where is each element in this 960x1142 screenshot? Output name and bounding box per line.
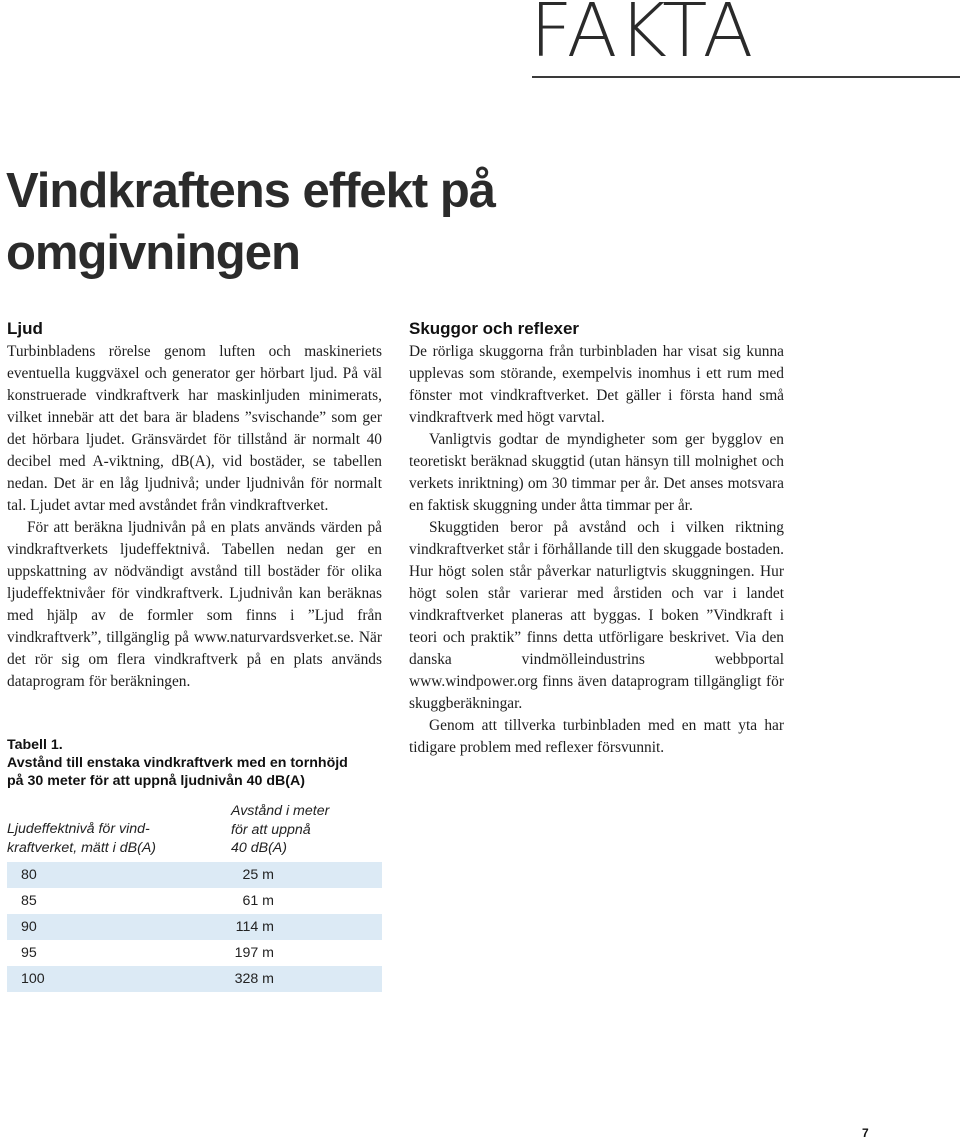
ljud-heading: Ljud: [7, 319, 43, 338]
section-label: FAKTA: [530, 0, 755, 74]
skuggor-paragraph-3: Skuggtiden beror på avstånd och i vilken riktning vindkraftverket står i förhållande till den skuggade bostaden. Hur högt solen står påverkar naturligtvis skuggningen. Hur högt solen står varierar med årstiden och var i landet vindkraftverket planeras att byggas. I boken ”Vindkraft i teori och praktik” finns detta utförligare beskrivet. Via den danska vindmölleindustrins webbportal www.windpower.org finns även dataprogram tillgängligt för skuggberäkningar.: [409, 519, 784, 712]
table-header-distance-line1: Avstånd i meter: [231, 803, 330, 819]
skuggor-paragraph-4: Genom att tillverka turbinbladen med en matt yta har tidigare problem med reflexer försvunnit.: [409, 717, 784, 756]
table-header-distance: [231, 802, 371, 858]
skuggor-paragraph-1: De rörliga skuggorna från turbinbladen har visat sig kunna upplevas som störande, exempelvis inomhus i ett rum med fönster mot vindkraftverket. Det gäller i första hand små vindkraftverk med högt varvtal.: [409, 343, 784, 426]
table-header-level-line1: Ljudeffektnivå för vind-: [7, 821, 150, 837]
table-row: [7, 888, 382, 914]
table-cell-level: 90: [21, 919, 37, 935]
header-rule: [532, 76, 960, 78]
page-title: [6, 160, 626, 284]
table-cell-distance: 25 m: [242, 867, 274, 883]
table-cell-level: 80: [21, 867, 37, 883]
table-row: [7, 914, 382, 940]
table-cell-distance: 328 m: [234, 971, 274, 987]
ljud-paragraph-2: För att beräkna ljudnivån på en plats används värden på vindkraftverkets ljudeffektnivå. Tabellen nedan ger en uppskattning av nödvändigt avstånd till bostäder för olika ljudeffektnivåer för vindkraftverk. Ljudnivån kan beräknas med hjälp av de formler som finns i ”Ljud från vindkraftverk”, tillgänglig på www.naturvardsverket.se. När det rör sig om flera vindkraftverk på en plats används dataprogram för beräkningen.: [7, 519, 382, 690]
table-header-level: [7, 820, 212, 857]
table-header-distance-line3: 40 dB(A): [231, 840, 287, 856]
skuggor-section: [409, 318, 784, 759]
table-cell-distance: 197 m: [234, 945, 274, 961]
ljud-paragraph-1: Turbinbladens rörelse genom luften och maskineriets eventuella kuggväxel och generator ger hörbart ljud. På väl konstruerade vindkraftverk har maskinljuden minimerats, vilket innebär att det bara är bladens ”svischande” som ger det hörbara ljudet. Gränsvärdet för tillstånd är normalt 40 decibel med A-viktning, dB(A), vid bostäder, se tabellen nedan. Det är en låg ljudnivå; under ljudnivån för normalt tal. Ljudet avtar med avståndet från vindkraftverket.: [7, 343, 382, 514]
page-title-line1: Vindkraftens effekt på: [6, 164, 496, 218]
page-number: 7: [862, 1126, 869, 1140]
table-row: [7, 862, 382, 888]
table-cell-level: 85: [21, 893, 37, 909]
table-cell-distance: 61 m: [242, 893, 274, 909]
table-caption-line2: på 30 meter för att uppnå ljudnivån 40 dB(A): [7, 773, 305, 789]
table-cell-level: 100: [21, 971, 45, 987]
table-row: [7, 940, 382, 966]
table-cell-distance: 114 m: [235, 919, 274, 935]
table-caption-label: Tabell 1.: [7, 737, 63, 753]
page-title-line2: omgivningen: [6, 226, 300, 280]
skuggor-heading: Skuggor och reflexer: [409, 319, 580, 338]
table-header-distance-line2: för att uppnå: [231, 821, 311, 838]
ljud-section: [7, 318, 382, 693]
table-caption: [7, 736, 392, 790]
table-cell-level: 95: [21, 945, 37, 961]
skuggor-paragraph-2: Vanligtvis godtar de myndigheter som ger bygglov en teoretiskt beräknad skuggtid (utan hänsyn till molnighet och verkets inriktning) om 30 timmar per år. Det anses motsvara en faktisk skuggning under åtta timmar per år.: [409, 431, 784, 514]
table-header-level-line2: kraftverket, mätt i dB(A): [7, 839, 157, 856]
table-row: [7, 966, 382, 992]
table-caption-line1: Avstånd till enstaka vindkraftverk med en tornhöjd: [7, 755, 348, 771]
